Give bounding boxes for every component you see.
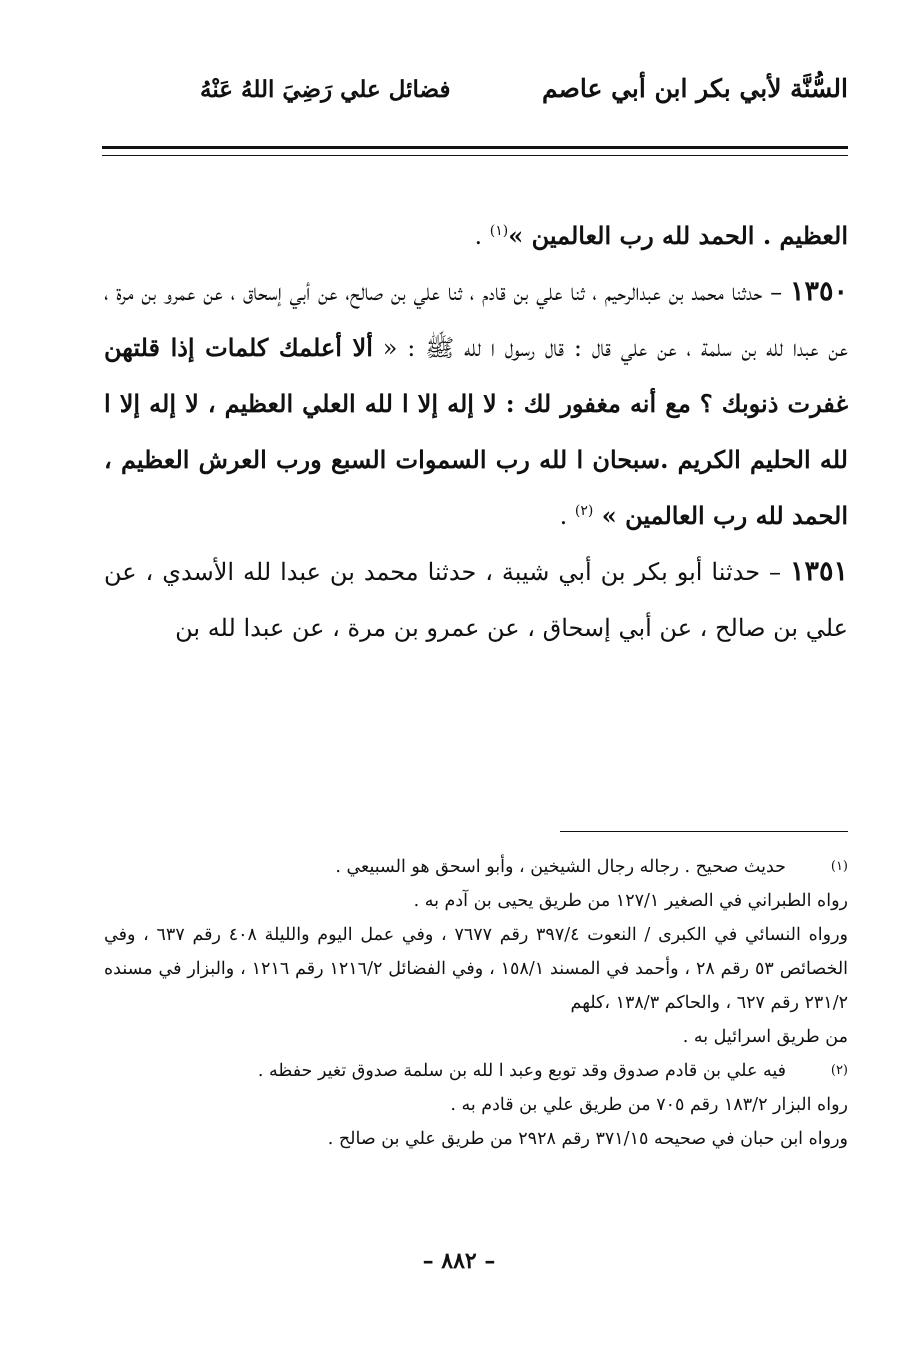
- continuation-text: العظيم . الحمد لله رب العالمين »: [508, 221, 848, 250]
- footnote-1-line: ورواه النسائي في الكبرى / النعوت ٣٩٧/٤ رقم ٧٦٧٧ ، وفي عمل اليوم والليلة ٤٠٨ رقم ٦٣٧ ، وفي الخصائص ٥٣ رقم ٢٨ ، وأحمد في المسند ١٥٨/١ ، وفي الفضائل ١٢١٦/٢ رقم ١٢١٦ ، والبزار في مسنده ٢٣١/٢ رقم ٦٢٧ ، والحاكم ١٣٨/٣ ،كلهم: [104, 925, 849, 1013]
- hadith-number-1351: ١٣٥١: [789, 556, 848, 587]
- running-header: [100, 74, 848, 118]
- header-rule-thin: [102, 155, 848, 156]
- footnote-2-line: ورواه ابن حبان في صحيحه ٣٧١/١٥ رقم ٢٩٢٨ من طريق علي بن صالح .: [327, 1129, 848, 1149]
- hadith-matn-1350: ألا أعلمك كلمات إذا قلتهن غفرت ذنوبك ؟ مع أنه مغفور لك : لا إله إلا ا لله العلي العظيم ، لا إله إلا ا لله الحليم الكريم .سبحان ا لله رب السموات السبع ورب العرش العظيم ، الحمد لله رب العالمين: [104, 333, 849, 530]
- book-title: السُّنَّة لأبي بكر ابن أبي عاصم: [541, 74, 848, 103]
- footnote-1: [104, 850, 848, 1054]
- page-number: – ٨٨٢ –: [422, 1248, 496, 1274]
- footnote-2: [104, 1054, 848, 1156]
- hadith-number-1350: ١٣٥٠: [789, 276, 848, 307]
- footnote-marker-1: (١): [830, 859, 848, 874]
- main-text: [104, 208, 848, 656]
- hadith-1351: [104, 544, 848, 656]
- footnote-ref-2: (٢): [574, 503, 594, 519]
- footnote-1-line: حديث صحيح . رجاله رجال الشيخين ، وأبو اسحق هو السبيعي .: [335, 857, 786, 877]
- continuation-line: [104, 208, 848, 264]
- footnotes: [104, 850, 848, 1156]
- footnote-1-line: رواه الطبراني في الصغير ١٢٧/١ من طريق يحيى بن آدم به .: [413, 891, 848, 911]
- footnote-marker-2: (٢): [830, 1063, 848, 1078]
- footnote-2-line: رواه البزار ١٨٣/٢ رقم ٧٠٥ من طريق علي بن قادم به .: [450, 1095, 848, 1115]
- header-rule-thick: [102, 146, 848, 149]
- continuation-end: .: [474, 222, 490, 250]
- chapter-title: فضائل علي رَضِيَ اللهُ عَنْهُ: [200, 76, 451, 103]
- footnote-1-line: من طريق اسرائيل به .: [682, 1027, 848, 1047]
- hadith-1350: [104, 264, 848, 544]
- hadith-isnad-1350: – حدثنا محمد بن عبدالرحيم ، ثنا علي بن قادم ، ثنا علي بن صالح، عن أبي إسحاق ، عن عمرو بن مرة ، عن عبدا لله بن سلمة ، عن علي قال : قال رسول ا لله ﷺ : «: [104, 278, 848, 362]
- hadith-close-1350: »: [593, 501, 626, 530]
- hadith-isnad-1351: – حدثنا أبو بكر بن أبي شيبة ، حدثنا محمد بن عبدا لله الأسدي ، عن علي بن صالح ، عن أبي إسحاق ، عن عمرو بن مرة ، عن عبدا لله بن: [104, 558, 848, 642]
- footnote-2-line: فيه علي بن قادم صدوق وقد توبع وعبد ا لله بن سلمة صدوق تغير حفظه .: [257, 1061, 786, 1081]
- footnote-separator: [560, 831, 848, 832]
- hadith-end-1350: .: [559, 502, 575, 530]
- footnote-ref-1: (١): [489, 223, 509, 239]
